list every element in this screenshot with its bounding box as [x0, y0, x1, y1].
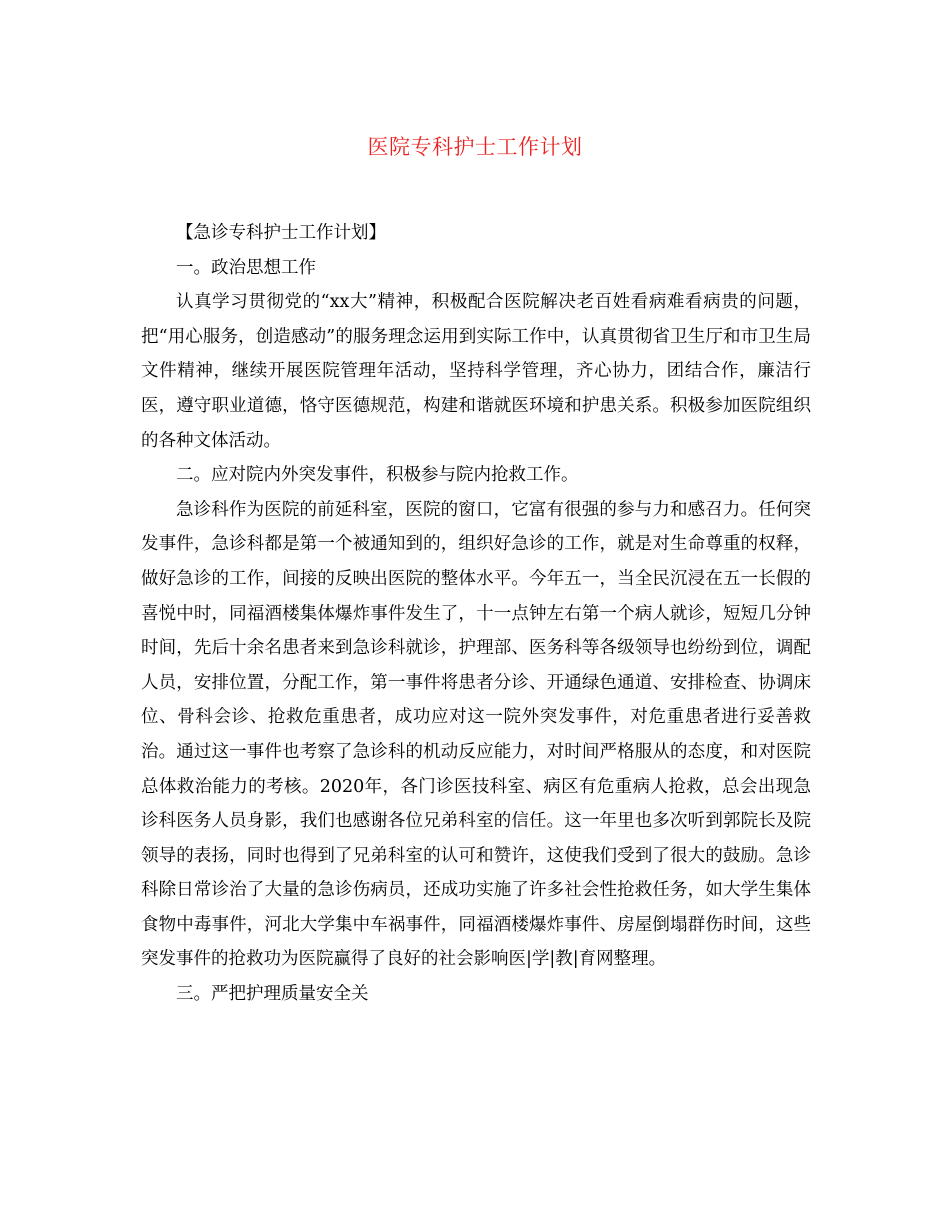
- subsection-heading-3: 三。严把护理质量安全关: [176, 984, 369, 1005]
- document-body: [141, 216, 811, 1012]
- subsection-heading-2: 二。应对院内外突发事件，积极参与院内抢救工作。: [176, 465, 579, 486]
- document-title: 医院专科护士工作计划: [367, 135, 583, 159]
- section-heading: 【急诊专科护士工作计划】: [176, 223, 386, 243]
- body-paragraph-2: 急诊科作为医院的前延科室，医院的窗口，它富有很强的参与力和感召力。任何突发事件，急诊科都是第一个被通知到的，组织好急诊的工作，就是对生命尊重的权释，做好急诊的工作，间接的反映出医院的整体水平。今年五一，当全民沉浸在五一长假的喜悦中时，同福酒楼集体爆炸事件发生了，十一点钟左右第一个病人就诊，短短几分钟时间，先后十余名患者来到急诊科就诊，护理部、医务科等各级领导也纷纷到位，调配人员，安排位置，分配工作，第一事件将患者分诊、开通绿色通道、安排检查、协调床位、骨科会诊、抢救危重患者，成功应对这一院外突发事件，对危重患者进行妥善救治。通过这一事件也考察了急诊科的机动反应能力，对时间严格服从的态度，和对医院总体救治能力的考核。2020年，各门诊医技科室、病区有危重病人抢救，总会出现急诊科医务人员身影，我们也感谢各位兄弟科室的信任。这一年里也多次听到郭院长及院领导的表扬，同时也得到了兄弟科室的认可和赞许，这使我们受到了很大的鼓励。急诊科除日常诊治了大量的急诊伤病员，还成功实施了许多社会性抢救任务，如大学生集体食物中毒事件，河北大学集中车祸事件，同福酒楼爆炸事件、房屋倒塌群伤时间，这些突发事件的抢救功为医院赢得了良好的社会影响医|学|教|育网整理。: [141, 499, 811, 970]
- subsection-heading-1: 一。政治思想工作: [176, 257, 316, 278]
- body-paragraph-1: 认真学习贯彻党的“xx大”精神，积极配合医院解决老百姓看病难看病贵的问题，把“用心服务，创造感动”的服务理念运用到实际工作中，认真贯彻省卫生厅和市卫生局文件精神，继续开展医院管理年活动，坚持科学管理，齐心协力，团结合作，廉洁行医，遵守职业道德，恪守医德规范，构建和谐就医环境和护患关系。积极参加医院组织的各种文体活动。: [141, 292, 811, 451]
